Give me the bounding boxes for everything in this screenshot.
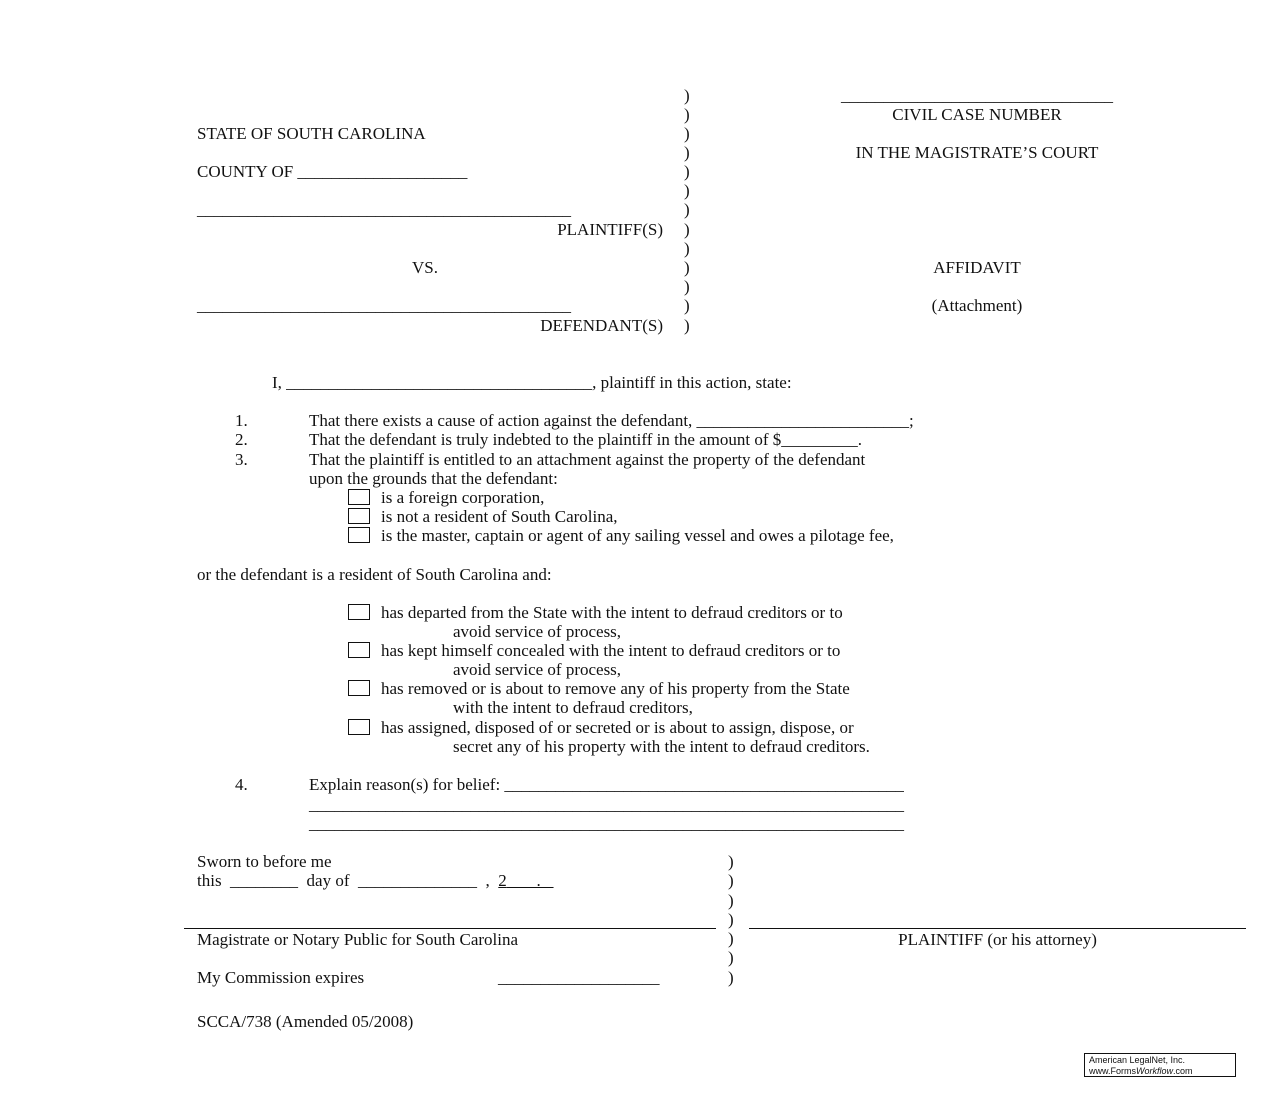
concealed-checkbox[interactable] [348,642,370,658]
assigned-property-checkbox[interactable] [348,719,370,735]
resident-ground-label: has removed or is about to remove any of his property from the State [381,679,850,698]
vendor-url [1089,1066,1231,1077]
magistrate-label: Magistrate or Notary Public for South Carolina [197,930,519,949]
signature-paren: ) [728,910,734,929]
vendor-badge [1084,1053,1236,1077]
plaintiff-name-line: ____________________________________________ [197,200,571,219]
caption-paren: ) [684,86,690,105]
signature-paren: ) [728,852,734,871]
item-number: 4. [235,775,248,794]
resident-ground-label: has assigned, disposed of or secreted or is about to assign, dispose, or [381,718,854,737]
magistrate-signature-line[interactable] [184,928,716,929]
ground-label: is the master, captain or agent of any sailing vessel and owes a pilotage fee, [381,526,894,545]
vendor-url-suffix: .com [1173,1066,1193,1076]
county-field: COUNTY OF ____________________ [197,162,468,181]
defendants-label: DEFENDANT(S) [540,316,663,335]
affiant-intro: I, ____________________________________, plaintiff in this action, state: [272,373,792,392]
resident-ground-continuation: avoid service of process, [453,622,622,641]
caption-paren: ) [684,258,690,277]
item-3-text: That the plaintiff is entitled to an attachment against the property of the defendant [309,450,866,469]
caption-paren: ) [684,220,690,239]
commission-expiry-line: ___________________ [498,968,660,987]
vendor-name: American LegalNet, Inc. [1089,1055,1186,1065]
resident-ground-continuation: secret any of his property with the intent to defraud creditors. [453,737,870,756]
form-id: SCCA/738 (Amended 05/2008) [197,1012,414,1031]
item-number: 3. [235,450,248,469]
resident-ground-label: has departed from the State with the intent to defraud creditors or to [381,603,843,622]
signature-paren: ) [728,968,734,987]
sworn-label: Sworn to before me [197,852,332,871]
signature-paren: ) [728,929,734,948]
foreign-corporation-checkbox[interactable] [348,489,370,505]
sworn-date-line [197,871,554,890]
vs-label: VS. [412,258,438,277]
caption-paren: ) [684,316,690,335]
caption-paren: ) [684,162,690,181]
commission-label: My Commission expires [197,968,365,987]
sworn-day-text: this ________ day of ______________ , [197,871,499,890]
item-1-text: That there exists a cause of action against the defendant, _________________________; [309,411,914,430]
year-suffix: . [506,871,554,890]
resident-intro: or the defendant is a resident of South Carolina and: [197,565,552,584]
court-label: IN THE MAGISTRATE’S COURT [855,143,1099,162]
ground-label: is a foreign corporation, [381,488,545,507]
caption-paren: ) [684,143,690,162]
case-number-line: ________________________________ [841,86,1113,105]
resident-ground-label: has kept himself concealed with the intent to defraud creditors or to [381,641,841,660]
non-resident-checkbox[interactable] [348,508,370,524]
item-3-continuation: upon the grounds that the defendant: [309,469,558,488]
reason-line: ______________________________________________________________________ [309,814,904,833]
ground-label: is not a resident of South Carolina, [381,507,618,526]
item-4-text: Explain reason(s) for belief: _______________________________________________ [309,775,904,794]
signature-paren: ) [728,891,734,910]
state-label: STATE OF SOUTH CAROLINA [197,124,426,143]
vessel-master-checkbox[interactable] [348,527,370,543]
caption-paren: ) [684,124,690,143]
caption-paren: ) [684,277,690,296]
departed-state-checkbox[interactable] [348,604,370,620]
signature-paren: ) [728,871,734,890]
resident-ground-continuation: avoid service of process, [453,660,622,679]
year-field [498,871,553,890]
caption-paren: ) [684,239,690,258]
plaintiff-signature-line[interactable] [749,928,1246,929]
item-2-text: That the defendant is truly indebted to the plaintiff in the amount of $_________. [309,430,863,449]
caption-paren: ) [684,105,690,124]
caption-paren: ) [684,296,690,315]
plaintiff-signature-label: PLAINTIFF (or his attorney) [898,930,1097,949]
signature-paren: ) [728,948,734,967]
case-number-label: CIVIL CASE NUMBER [892,105,1062,124]
item-number: 2. [235,430,248,449]
defendant-name-line: ____________________________________________ [197,296,571,315]
vendor-url-middle: Workflow [1136,1066,1174,1076]
vendor-url-prefix: www.Forms [1089,1066,1136,1076]
caption-paren: ) [684,181,690,200]
document-title: AFFIDAVIT [933,258,1021,277]
plaintiffs-label: PLAINTIFF(S) [557,220,663,239]
document-subtitle: (Attachment) [931,296,1023,315]
reason-line: ______________________________________________________________________ [309,795,904,814]
caption-paren: ) [684,200,690,219]
resident-ground-continuation: with the intent to defraud creditors, [453,698,693,717]
removed-property-checkbox[interactable] [348,680,370,696]
item-number: 1. [235,411,248,430]
year-prefix: 2 [498,871,507,890]
